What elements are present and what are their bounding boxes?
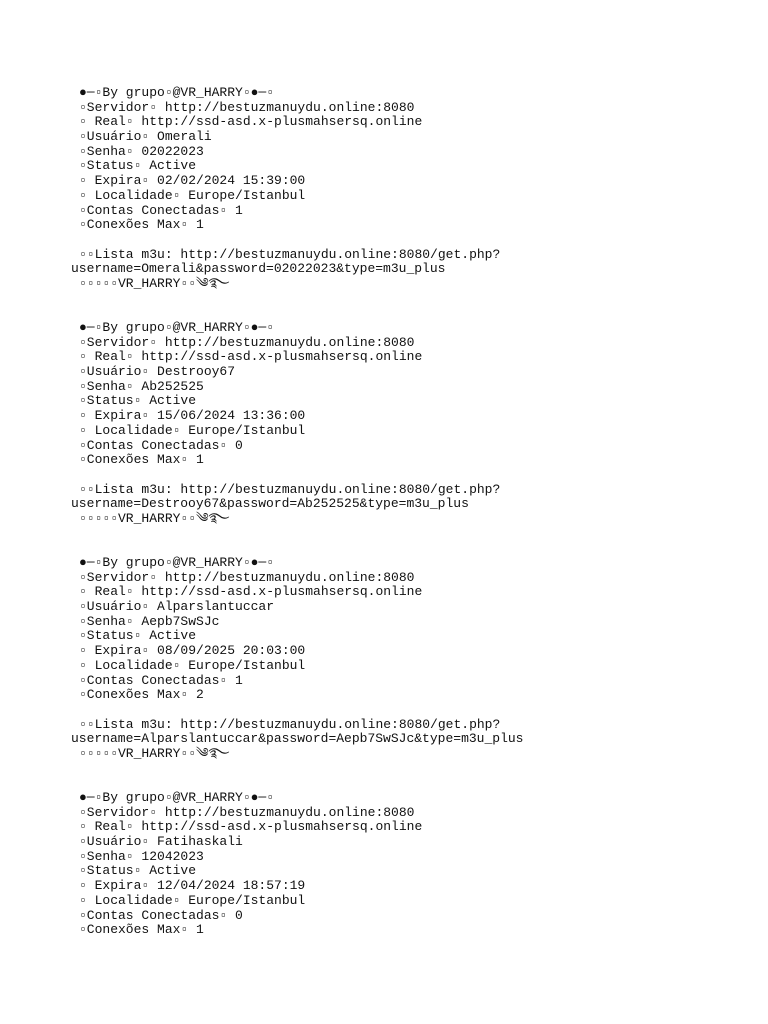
servidor-line: ▫Servidor▫ http://bestuzmanuydu.online:8080 bbox=[79, 569, 415, 585]
localidade-line: ▫ Localidade▫ Europe/Istanbul bbox=[79, 892, 306, 908]
block-spacer bbox=[71, 527, 751, 556]
usuario-line: ▫Usuário▫ Fatihaskali bbox=[79, 834, 243, 850]
conexoes-line: ▫Conexões Max▫ 2 bbox=[79, 687, 204, 703]
senha-line: ▫Senha▫ Aepb7SwSJc bbox=[79, 613, 220, 629]
account-block bbox=[71, 556, 751, 762]
real-line: ▫ Real▫ http://ssd-asd.x-plusmahsersq.online bbox=[79, 819, 423, 835]
spacer bbox=[71, 703, 751, 718]
status-line: ▫Status▫ Active bbox=[79, 628, 197, 644]
document-page bbox=[71, 86, 751, 938]
lista-url-line: username=Destrooy67&password=Ab252525&type=m3u_plus bbox=[71, 496, 469, 512]
senha-line: ▫Senha▫ Ab252525 bbox=[79, 378, 204, 394]
expira-line: ▫ Expira▫ 15/06/2024 13:36:00 bbox=[79, 408, 306, 424]
block-header: ●─▫By grupo▫@VR_HARRY▫●─▫ bbox=[79, 85, 275, 100]
senha-line: ▫Senha▫ 12042023 bbox=[79, 848, 204, 864]
footer-line: ▫▫▫▫▫VR_HARRY▫▫༄࿐ bbox=[79, 275, 230, 291]
block-header: ●─▫By grupo▫@VR_HARRY▫●─▫ bbox=[79, 320, 275, 336]
lista-line: ▫▫Lista m3u: http://bestuzmanuydu.online:8080/get.php? bbox=[79, 246, 501, 262]
expira-line: ▫ Expira▫ 12/04/2024 18:57:19 bbox=[79, 878, 306, 894]
account-block bbox=[71, 321, 751, 527]
localidade-line: ▫ Localidade▫ Europe/Istanbul bbox=[79, 187, 306, 203]
real-line: ▫ Real▫ http://ssd-asd.x-plusmahsersq.online bbox=[79, 349, 423, 365]
footer-line: ▫▫▫▫▫VR_HARRY▫▫༄࿐ bbox=[79, 510, 230, 526]
contas-line: ▫Contas Conectadas▫ 1 bbox=[79, 672, 243, 688]
expira-line: ▫ Expira▫ 08/09/2025 20:03:00 bbox=[79, 643, 306, 659]
usuario-line: ▫Usuário▫ Omerali bbox=[79, 129, 212, 145]
real-line: ▫ Real▫ http://ssd-asd.x-plusmahsersq.online bbox=[79, 584, 423, 600]
account-block bbox=[71, 86, 751, 292]
expira-line: ▫ Expira▫ 02/02/2024 15:39:00 bbox=[79, 173, 306, 189]
lista-url-line: username=Alparslantuccar&password=Aepb7SwSJc&type=m3u_plus bbox=[71, 731, 524, 747]
account-block bbox=[71, 791, 751, 938]
contas-line: ▫Contas Conectadas▫ 1 bbox=[79, 202, 243, 218]
lista-line: ▫▫Lista m3u: http://bestuzmanuydu.online:8080/get.php? bbox=[79, 481, 501, 497]
usuario-line: ▫Usuário▫ Alparslantuccar bbox=[79, 599, 275, 615]
conexoes-line: ▫Conexões Max▫ 1 bbox=[79, 452, 204, 468]
servidor-line: ▫Servidor▫ http://bestuzmanuydu.online:8080 bbox=[79, 334, 415, 350]
contas-line: ▫Contas Conectadas▫ 0 bbox=[79, 437, 243, 453]
localidade-line: ▫ Localidade▫ Europe/Istanbul bbox=[79, 657, 306, 673]
spacer bbox=[71, 233, 751, 248]
status-line: ▫Status▫ Active bbox=[79, 863, 197, 879]
servidor-line: ▫Servidor▫ http://bestuzmanuydu.online:8080 bbox=[79, 804, 415, 820]
usuario-line: ▫Usuário▫ Destrooy67 bbox=[79, 364, 236, 380]
block-header: ●─▫By grupo▫@VR_HARRY▫●─▫ bbox=[79, 555, 275, 571]
conexoes-line: ▫Conexões Max▫ 1 bbox=[79, 217, 204, 233]
status-line: ▫Status▫ Active bbox=[79, 158, 197, 174]
block-spacer bbox=[71, 762, 751, 791]
lista-line: ▫▫Lista m3u: http://bestuzmanuydu.online:8080/get.php? bbox=[79, 716, 501, 732]
contas-line: ▫Contas Conectadas▫ 0 bbox=[79, 907, 243, 923]
localidade-line: ▫ Localidade▫ Europe/Istanbul bbox=[79, 422, 306, 438]
block-spacer bbox=[71, 292, 751, 321]
footer-line: ▫▫▫▫▫VR_HARRY▫▫༄࿐ bbox=[79, 745, 230, 761]
status-line: ▫Status▫ Active bbox=[79, 393, 197, 409]
senha-line: ▫Senha▫ 02022023 bbox=[79, 143, 204, 159]
servidor-line: ▫Servidor▫ http://bestuzmanuydu.online:8080 bbox=[79, 99, 415, 115]
real-line: ▫ Real▫ http://ssd-asd.x-plusmahsersq.online bbox=[79, 114, 423, 130]
conexoes-line: ▫Conexões Max▫ 1 bbox=[79, 922, 204, 938]
spacer bbox=[71, 468, 751, 483]
lista-url-line: username=Omerali&password=02022023&type=m3u_plus bbox=[71, 261, 446, 277]
block-header: ●─▫By grupo▫@VR_HARRY▫●─▫ bbox=[79, 790, 275, 806]
